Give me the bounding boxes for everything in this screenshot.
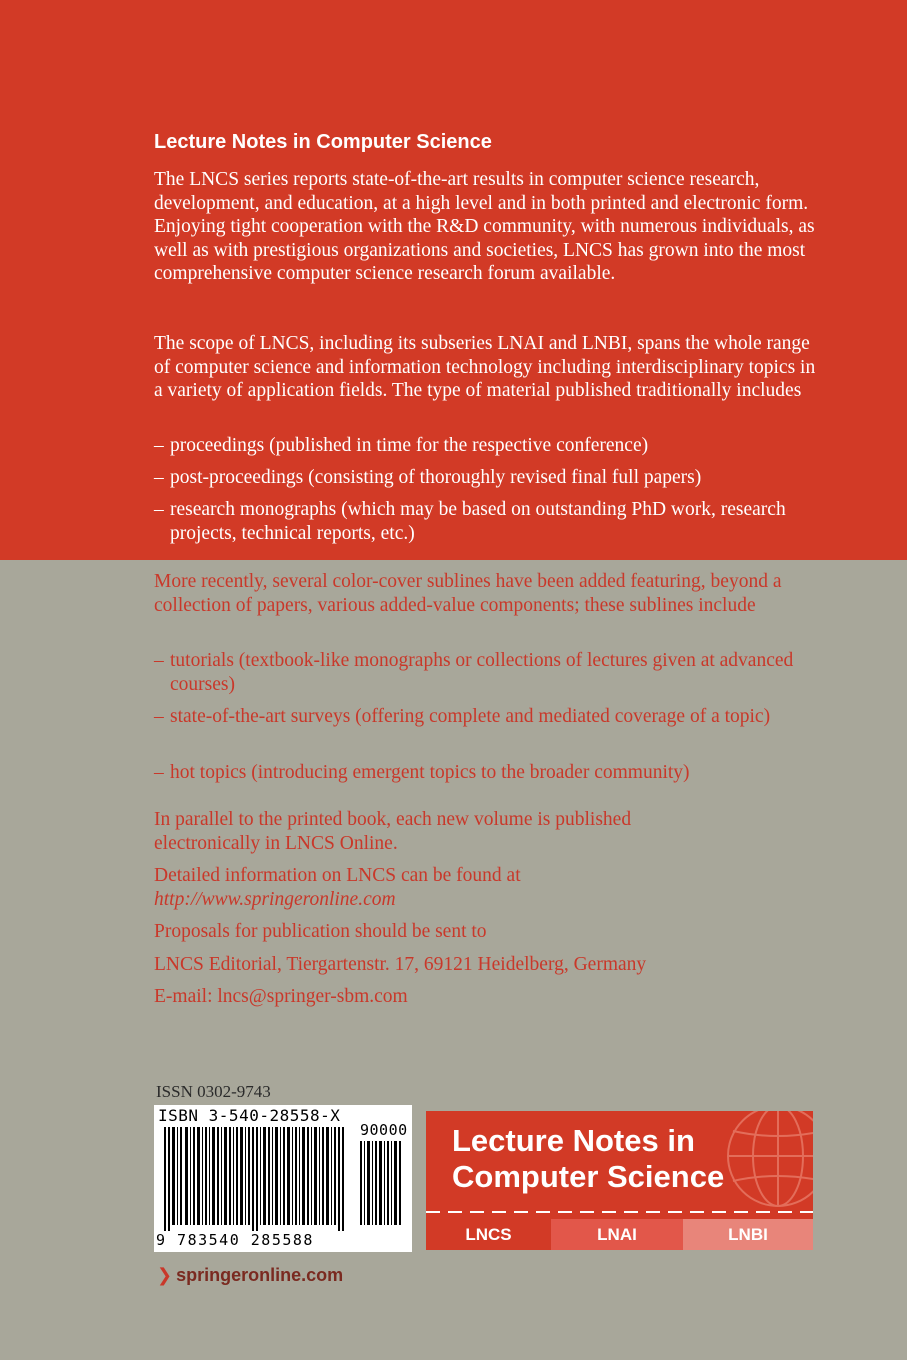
barcode bbox=[154, 1105, 412, 1252]
series-heading: Lecture Notes in Computer Science bbox=[154, 131, 492, 153]
tab-lncs: LNCS bbox=[426, 1219, 551, 1250]
email-text: E-mail: lncs@springer-sbm.com bbox=[154, 986, 408, 1007]
springer-website[interactable]: ❯ springeronline.com bbox=[157, 1265, 344, 1285]
list-item: – post-proceedings (consisting of thoroughly revised final full papers) bbox=[154, 467, 702, 488]
tab-lnbi: LNBI bbox=[683, 1219, 813, 1250]
list-item: – proceedings (published in time for the respective conference) bbox=[154, 435, 649, 456]
chevron-right-icon: ❯ bbox=[157, 1265, 173, 1285]
barcode-ean: 9 783540 285588 bbox=[156, 1231, 314, 1249]
list-item: – hot topics (introducing emergent topics to the broader community) bbox=[154, 762, 690, 783]
editorial-address: LNCS Editorial, Tiergartenstr. 17, 69121 Heidelberg, Germany bbox=[154, 954, 647, 975]
intro-paragraph: The LNCS series reports state-of-the-art results in computer science research, development, and education, at a high level and in both printed and electronic form. Enjoying tight cooperation with the R&D community, with numerous individuals, as well as with prestigious organizations and societies, LNCS has grown into the most comprehensive computer science research forum available. bbox=[154, 169, 815, 284]
list-item: – tutorials (textbook-like monographs or collections of lectures given at advanced courses) bbox=[154, 650, 794, 695]
list-item: – state-of-the-art surveys (offering complete and mediated coverage of a topic) bbox=[154, 706, 771, 727]
info-text: Detailed information on LNCS can be found at bbox=[154, 865, 521, 886]
barcode-price-code: 90000 bbox=[360, 1121, 408, 1139]
barcode-isbn: ISBN 3-540-28558-X bbox=[158, 1106, 341, 1125]
tab-lnai: LNAI bbox=[551, 1219, 683, 1250]
list-item: – research monographs (which may be based on outstanding PhD work, research projects, technical reports, etc.) bbox=[154, 499, 786, 544]
proposals-text: Proposals for publication should be sent to bbox=[154, 921, 487, 942]
logo-title: Lecture Notes in Computer Science bbox=[452, 1123, 725, 1194]
series-logo bbox=[426, 1111, 813, 1250]
logo-dash-line bbox=[426, 1211, 813, 1213]
sublines-paragraph: More recently, several color-cover sublines have been added featuring, beyond a collection of papers, various added-value components; these sublines include bbox=[154, 571, 782, 616]
issn-label: ISSN 0302-9743 bbox=[156, 1082, 271, 1101]
barcode-bars-icon bbox=[164, 1127, 404, 1231]
website-link[interactable]: http://www.springeronline.com bbox=[154, 889, 396, 910]
online-paragraph: In parallel to the printed book, each new volume is published electronically in LNCS Online. bbox=[154, 809, 632, 854]
scope-paragraph: The scope of LNCS, including its subseries LNAI and LNBI, spans the whole range of computer science and information technology including interdisciplinary topics in a variety of application fields. The type of material published traditionally includes bbox=[154, 333, 816, 401]
